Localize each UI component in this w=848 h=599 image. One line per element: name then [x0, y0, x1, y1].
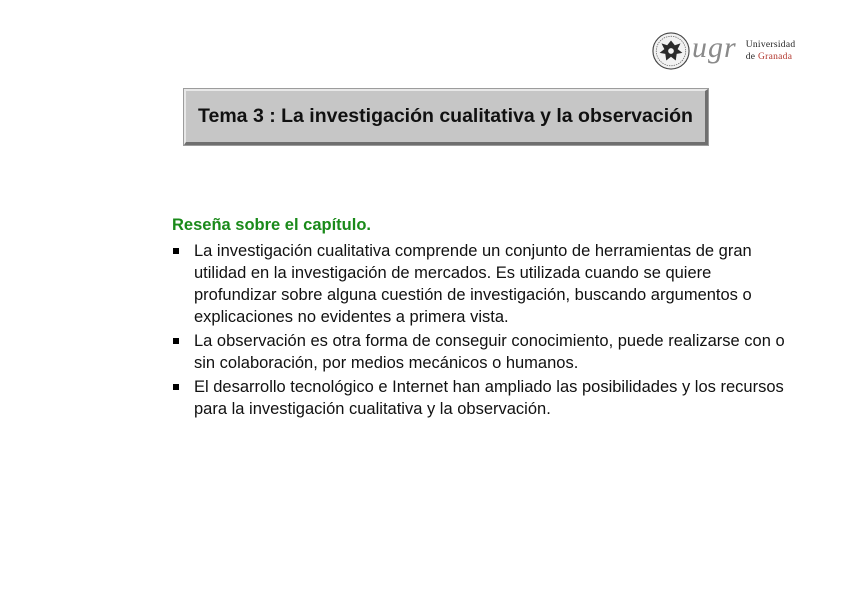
section-heading: Reseña sobre el capítulo. — [172, 216, 371, 234]
bullet-text: La investigación cualitativa comprende un conjunto de herramientas de gran utilidad en la investigación de mercados. Es utilizada cuando se quiere profundizar sobre alguna cuestión de investigación, buscando argumentos o explicaciones no evidentes a primera vista. — [194, 242, 752, 326]
bullet-item — [172, 330, 792, 374]
university-logo — [652, 30, 796, 72]
bullet-list — [172, 240, 792, 420]
university-seal-icon — [652, 32, 690, 70]
square-bullet-icon — [173, 248, 179, 254]
bullet-text: El desarrollo tecnológico e Internet han ampliado las posibilidades y los recursos para la investigación cualitativa y la observación. — [194, 378, 784, 418]
slide-title-box — [184, 89, 708, 145]
university-name-line2 — [746, 51, 796, 63]
square-bullet-icon — [173, 384, 179, 390]
bullet-text: La observación es otra forma de conseguir conocimiento, puede realizarse con o sin colaboración, por medios mecánicos o humanos. — [194, 332, 785, 372]
university-name — [746, 39, 796, 63]
university-name-line1: Universidad — [745, 40, 796, 50]
university-name-de: de — [745, 52, 756, 62]
bullet-item — [172, 240, 792, 328]
university-name-granada: Granada — [757, 52, 793, 62]
slide-title: Tema 3 : La investigación cualitativa y la observación — [198, 105, 693, 127]
square-bullet-icon — [173, 338, 179, 344]
chapter-summary-section — [172, 214, 792, 422]
ugr-wordmark: ugr — [692, 31, 737, 64]
bullet-item — [172, 376, 792, 420]
